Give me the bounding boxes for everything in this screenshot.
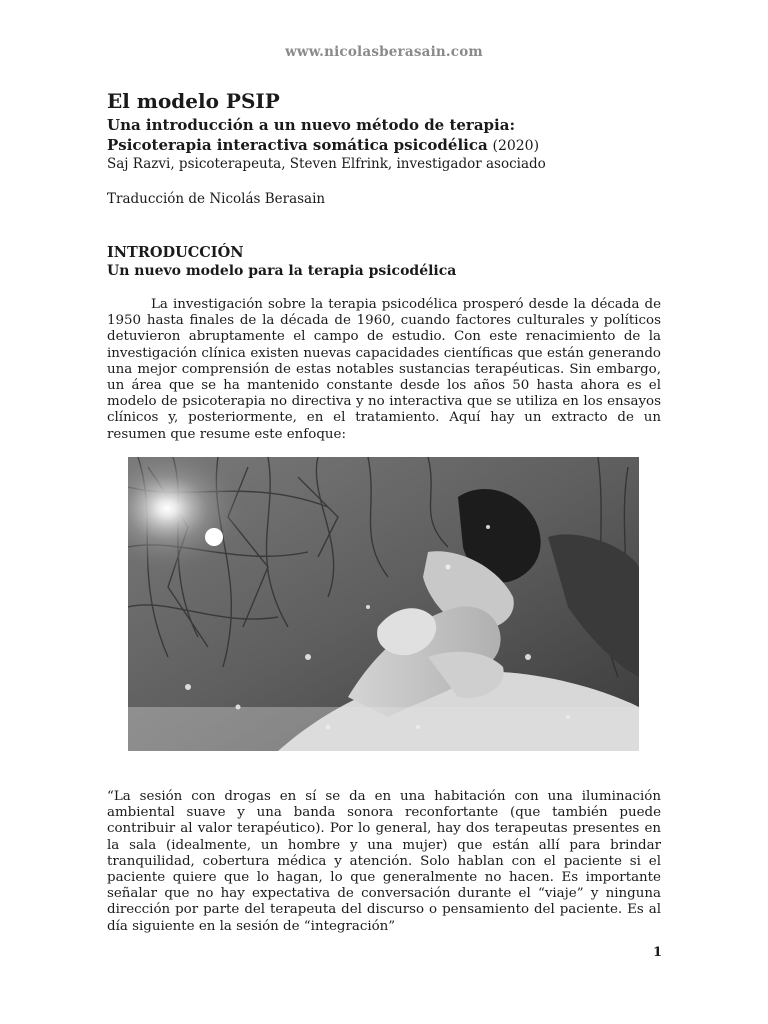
document-subtitle-line2 bbox=[107, 136, 539, 154]
page-number: 1 bbox=[653, 945, 663, 960]
subtitle-psychotherapy-name: Psicoterapia interactiva somática psicodélica bbox=[107, 136, 488, 154]
translation-credit: Traducción de Nicolás Berasain bbox=[107, 191, 326, 207]
section-subheading: Un nuevo modelo para la terapia psicodélica bbox=[107, 263, 457, 279]
section-heading: INTRODUCCIÓN bbox=[107, 244, 244, 261]
document-subtitle: Una introducción a un nuevo método de terapia: bbox=[107, 116, 515, 134]
header-url: www.nicolasberasain.com bbox=[285, 44, 483, 60]
subtitle-year: (2020) bbox=[492, 138, 540, 154]
photo-reclining-person bbox=[128, 457, 639, 751]
body-paragraph-2-quote: “La sesión con drogas en sí se da en una habitación con una iluminación ambiental suave y una banda sonora reconfortante (que también puede contribuir al valor terapéutico). Por lo general, hay dos terapeutas presentes en la sala (idealmente, un hombre y una mujer) que están allí para brindar tranquilidad, cobertura médica y atención. Solo hablan con el paciente si el paciente quiere que lo hagan, lo que generalmente no hacen. Es importante señalar que no hay expectativa de conversación durante el “viaje” y ninguna dirección por parte del terapeuta del discurso o pensamiento del paciente. Es al día siguiente en la sesión de “integración” bbox=[107, 789, 661, 934]
body-paragraph-1: La investigación sobre la terapia psicodélica prosperó desde la década de 1950 hasta finales de la década de 1960, cuando factores culturales y políticos detuvieron abruptamente el campo de estudio. Con este renacimiento de la investigación clínica existen nuevas capacidades científicas que están generando una mejor comprensión de estas notables sustancias terapéuticas. Sin embargo, un área que se ha mantenido constante desde los años 50 hasta ahora es el modelo de psicoterapia no directiva y no interactiva que se utiliza en los ensayos clínicos y, posteriormente, en el tratamiento. Aquí hay un extracto de un resumen que resume este enfoque: bbox=[107, 297, 661, 442]
document-title: El modelo PSIP bbox=[107, 89, 280, 113]
authors-line: Saj Razvi, psicoterapeuta, Steven Elfrink, investigador asociado bbox=[107, 156, 546, 172]
